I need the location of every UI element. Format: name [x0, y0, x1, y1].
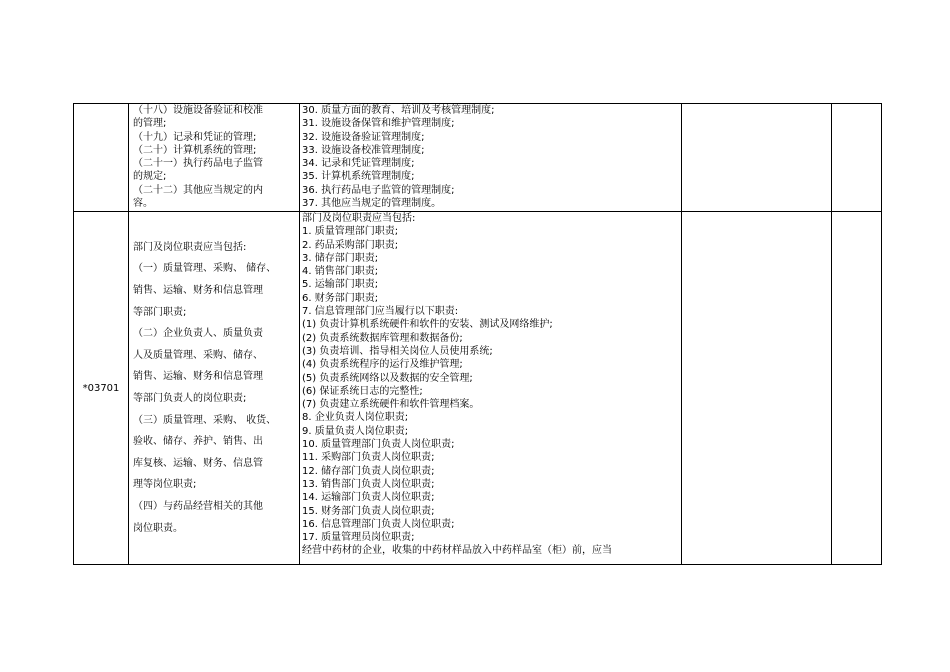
text-line: 销售、运输、财务和信息管理: [133, 285, 263, 297]
code-cell: [74, 104, 129, 212]
table-row: [74, 212, 882, 565]
text-line: 部门及岗位职责应当包括:: [133, 241, 247, 253]
text-line: 容。: [133, 198, 153, 210]
text-line: 10. 质量管理部门负责人岗位职责;: [302, 439, 455, 451]
table-row: [74, 104, 882, 212]
text-line: 3. 储存部门职责;: [302, 252, 379, 264]
text-line: （二十）计算机系统的管理;: [133, 144, 257, 156]
text-line: 人及质量管理、采购、储存、: [133, 349, 263, 361]
text-line: （十八）设施设备验证和校准: [133, 105, 263, 116]
result-cell: [832, 212, 882, 565]
text-line: (5) 负责系统网络以及数据的安全管理;: [302, 372, 473, 384]
text-line: 的规定;: [133, 171, 167, 183]
text-line: 15. 财务部门负责人岗位职责;: [302, 505, 435, 517]
requirement-cell: [129, 212, 300, 565]
item-code: *03701: [74, 212, 129, 565]
text-line: 34. 记录和凭证管理制度;: [302, 158, 415, 170]
text-line: （四）与药品经营相关的其他: [133, 500, 263, 512]
text-line: 库复核、运输、财务、信息管: [133, 457, 263, 469]
regulation-table: [73, 103, 882, 565]
text-line: (4) 负责系统程序的运行及维护管理;: [302, 359, 463, 371]
text-line: 经营中药材的企业，收集的中药材样品放入中药样品室（柜）前，应当: [302, 545, 612, 557]
text-line: （十九）记录和凭证的管理;: [133, 131, 257, 143]
text-line: 1. 质量管理部门职责;: [302, 226, 399, 238]
text-line: (2) 负责系统数据库管理和数据备份;: [302, 332, 463, 344]
text-line: 理等岗位职责;: [133, 479, 197, 491]
text-line: 11. 采购部门负责人岗位职责;: [302, 452, 435, 464]
text-line: 5. 运输部门职责;: [302, 279, 379, 291]
check-cell: [682, 104, 832, 212]
text-line: 16. 信息管理部门负责人岗位职责;: [302, 518, 455, 530]
text-line: (3) 负责培训、指导相关岗位人员使用系统;: [302, 345, 493, 357]
text-line: 30. 质量方面的教育、培训及考核管理制度;: [302, 105, 495, 116]
text-line: 4. 销售部门职责;: [302, 266, 379, 278]
text-line: 9. 质量负责人岗位职责;: [302, 425, 409, 437]
content-cell: [300, 104, 682, 212]
text-line: 8. 企业负责人岗位职责;: [302, 412, 409, 424]
text-line: 岗位职责。: [133, 522, 183, 534]
text-line: （一）质量管理、采购、 储存、: [133, 263, 277, 275]
text-line: 6. 财务部门职责;: [302, 292, 379, 304]
text-line: 13. 销售部门负责人岗位职责;: [302, 478, 435, 490]
text-line: 等部门职责;: [133, 306, 187, 318]
text-line: （二十一）执行药品电子监管: [133, 158, 263, 170]
text-line: (7) 负责建立系统硬件和软件管理档案。: [302, 399, 480, 411]
text-line: 36. 执行药品电子监管的管理制度;: [302, 184, 455, 196]
text-line: 31. 设施设备保管和维护管理制度;: [302, 118, 455, 130]
text-line: 等部门负责人的岗位职责;: [133, 393, 247, 404]
text-line: （三）质量管理、采购、 收货、: [133, 414, 277, 426]
text-line: 32. 设施设备验证管理制度;: [302, 131, 425, 143]
text-line: （二）企业负责人、质量负责: [133, 328, 263, 340]
text-line: (1) 负责计算机系统硬件和软件的安装、测试及网络维护;: [302, 319, 553, 331]
text-line: 14. 运输部门负责人岗位职责;: [302, 492, 435, 504]
result-cell: [832, 104, 882, 212]
text-line: 销售、运输、财务和信息管理: [133, 371, 263, 383]
text-line: （二十二）其他应当规定的内: [133, 184, 263, 196]
text-line: 33. 设施设备校准管理制度;: [302, 144, 425, 156]
text-line: (6) 保证系统日志的完整性;: [302, 385, 423, 397]
text-line: 部门及岗位职责应当包括:: [302, 213, 416, 224]
requirement-cell: [129, 104, 300, 212]
text-line: 7. 信息管理部门应当履行以下职责:: [302, 306, 459, 318]
text-line: 17. 质量管理员岗位职责;: [302, 532, 415, 544]
text-line: 验收、储存、养护、销售、出: [133, 436, 263, 448]
text-line: 2. 药品采购部门职责;: [302, 239, 399, 251]
content-cell: [300, 212, 682, 565]
check-cell: [682, 212, 832, 565]
text-line: 12. 储存部门负责人岗位职责;: [302, 465, 435, 477]
text-line: 35. 计算机系统管理制度;: [302, 171, 415, 183]
text-line: 37. 其他应当规定的管理制度。: [302, 198, 442, 210]
text-line: 的管理;: [133, 118, 167, 130]
